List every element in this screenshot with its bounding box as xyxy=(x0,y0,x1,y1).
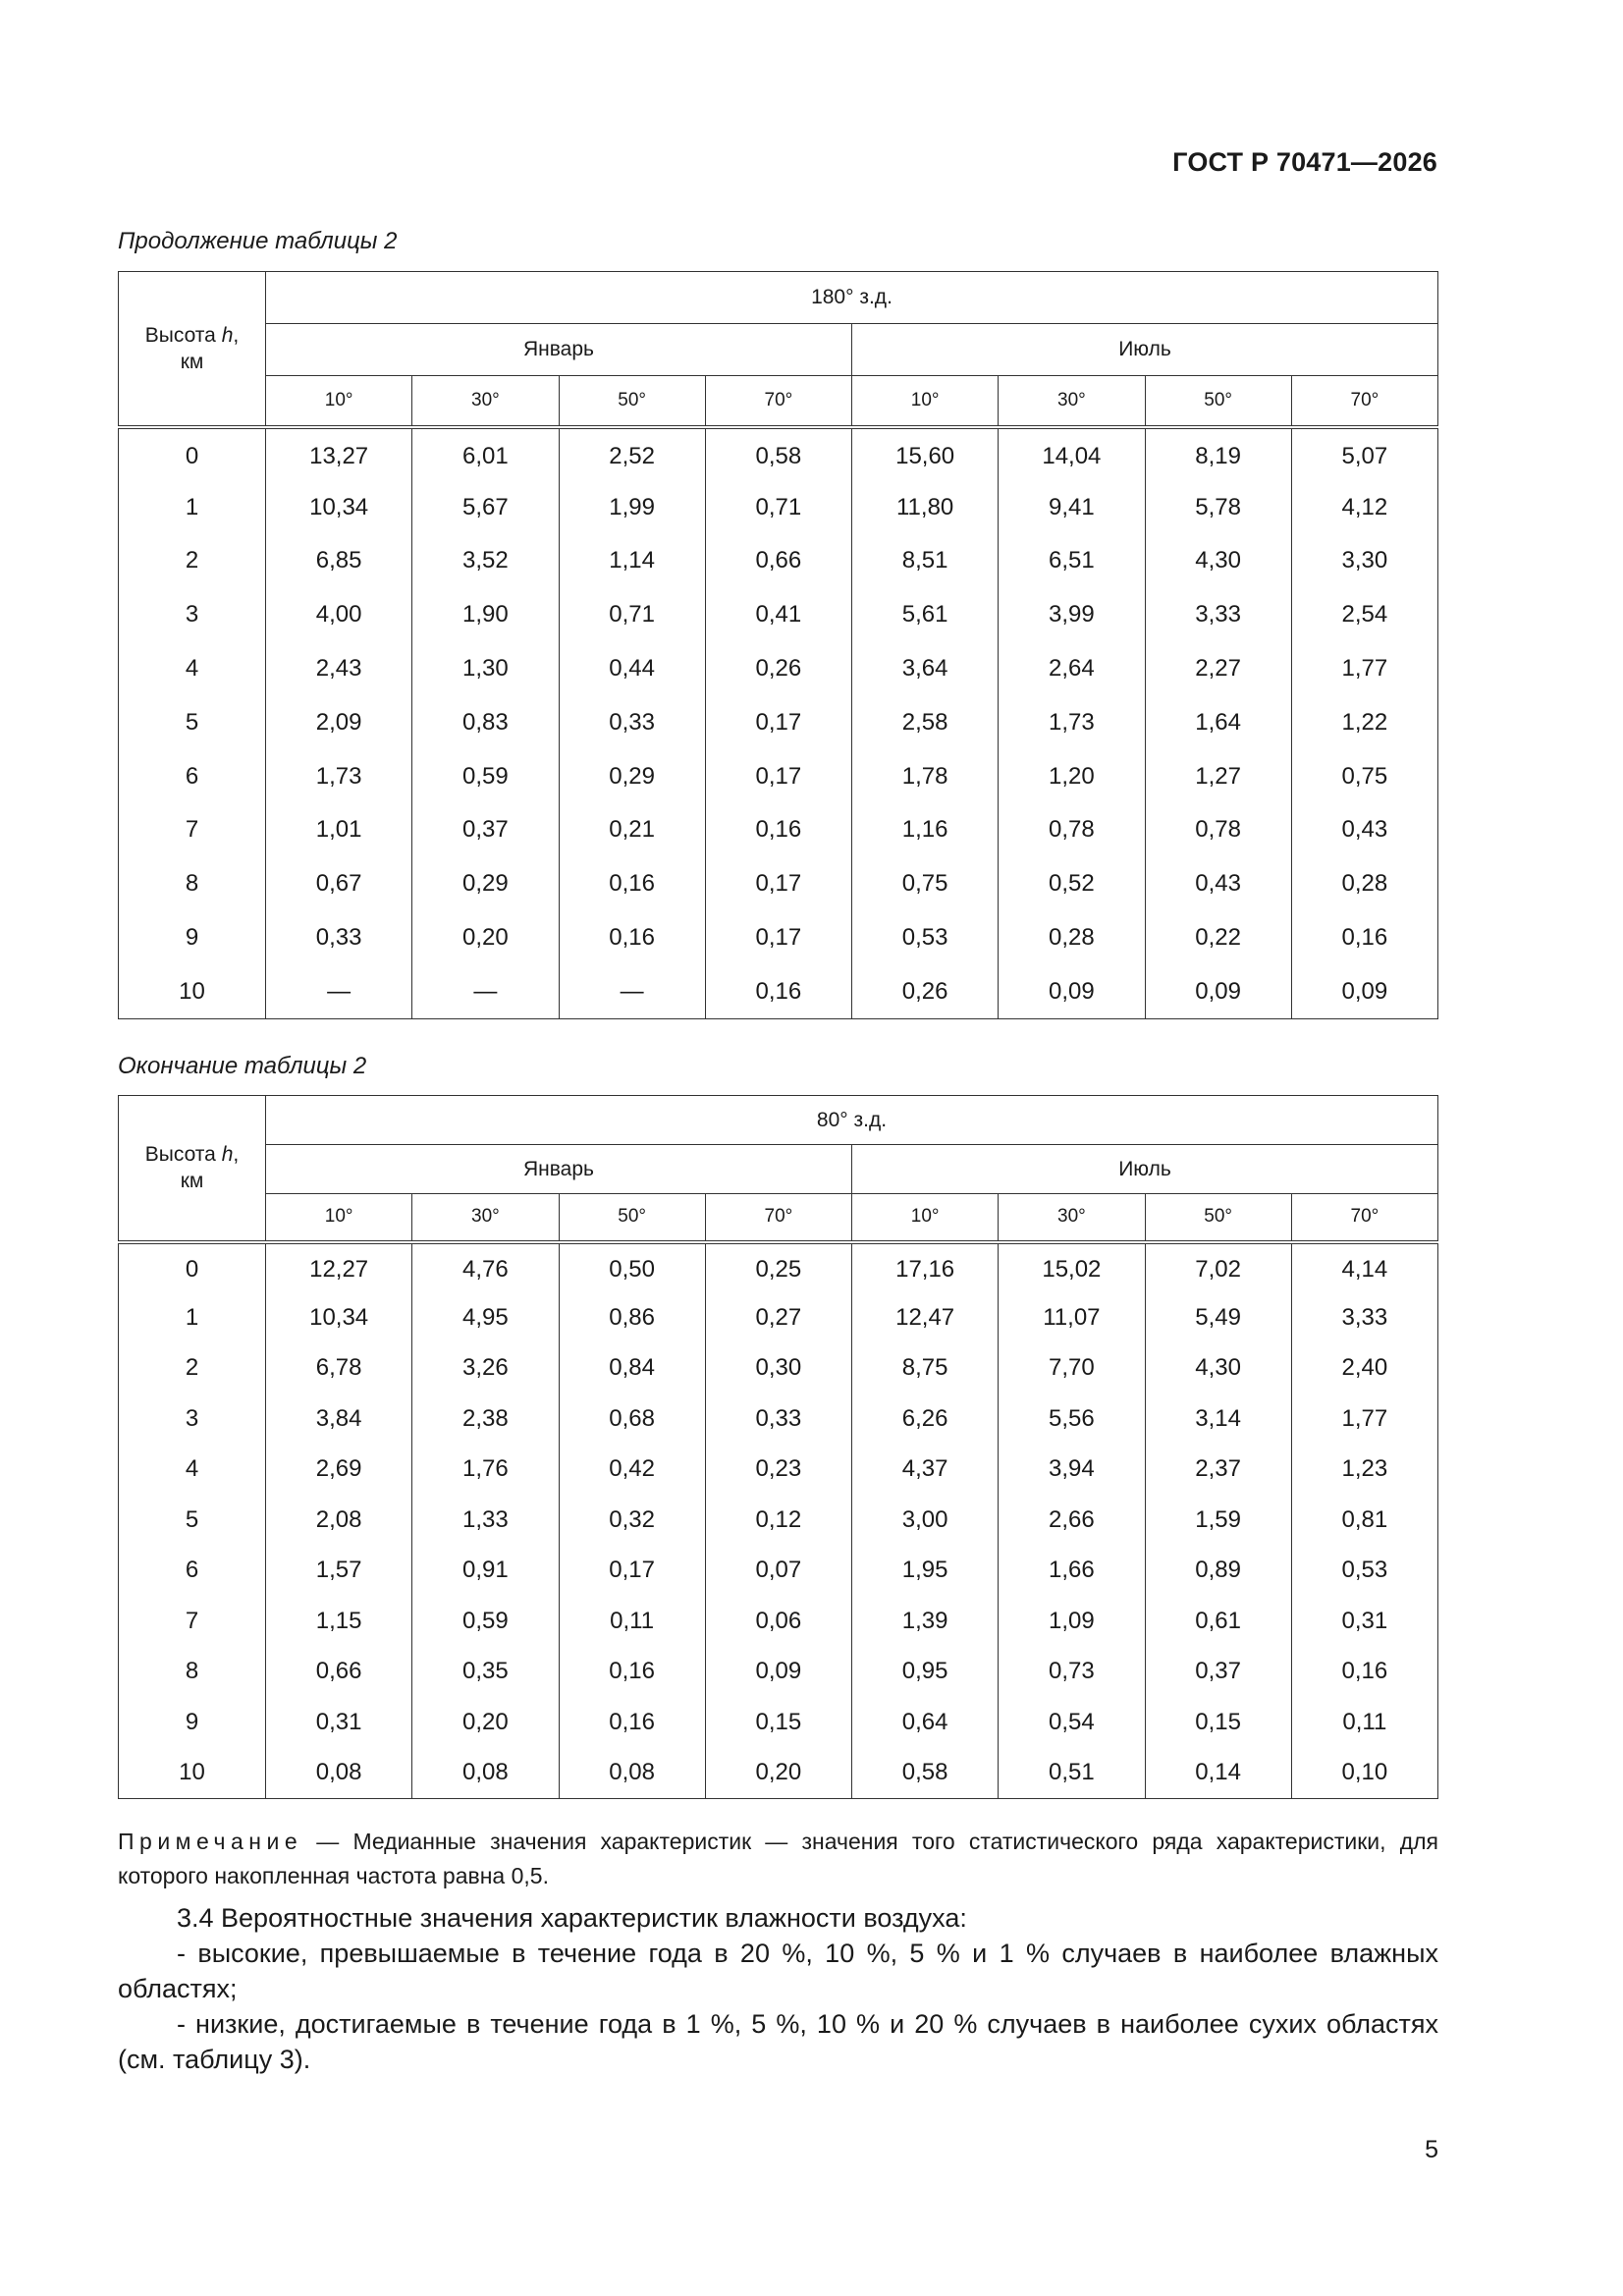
value-cell: 0,26 xyxy=(852,964,999,1018)
value-cell: 0,83 xyxy=(412,695,559,749)
value-cell: 4,37 xyxy=(852,1445,999,1496)
value-cell: 5,49 xyxy=(1145,1292,1291,1343)
month-header-july: Июль xyxy=(852,1145,1438,1194)
value-cell: 0,11 xyxy=(1291,1697,1437,1748)
table-row xyxy=(119,857,1438,911)
value-cell: 0,43 xyxy=(1291,803,1437,857)
height-label: Высота h, xyxy=(144,1143,240,1167)
value-cell: 2,09 xyxy=(266,695,412,749)
value-cell: 0,29 xyxy=(559,749,705,803)
value-cell: 0,29 xyxy=(412,857,559,911)
value-cell: 0,27 xyxy=(705,1292,851,1343)
value-cell: 0,33 xyxy=(559,695,705,749)
value-cell: 0,25 xyxy=(705,1242,851,1293)
value-cell: 3,14 xyxy=(1145,1394,1291,1445)
value-cell: 3,52 xyxy=(412,534,559,588)
data-table-2 xyxy=(118,1095,1438,1799)
value-cell: 0,17 xyxy=(705,749,851,803)
value-cell: 11,07 xyxy=(999,1292,1145,1343)
value-cell: 4,12 xyxy=(1291,480,1437,534)
value-cell: 0,35 xyxy=(412,1647,559,1698)
value-cell: 8,75 xyxy=(852,1343,999,1394)
table-row xyxy=(119,1748,1438,1799)
value-cell: 0,15 xyxy=(1145,1697,1291,1748)
height-unit: км xyxy=(180,350,204,373)
value-cell: 1,27 xyxy=(1145,749,1291,803)
height-cell: 6 xyxy=(119,1546,266,1597)
value-cell: 15,02 xyxy=(999,1242,1145,1293)
height-cell: 7 xyxy=(119,803,266,857)
value-cell: 4,95 xyxy=(412,1292,559,1343)
value-cell: 0,37 xyxy=(1145,1647,1291,1698)
height-cell: 10 xyxy=(119,1748,266,1799)
value-cell: 3,33 xyxy=(1145,588,1291,642)
value-cell: 0,41 xyxy=(705,588,851,642)
section-3-4 xyxy=(118,1900,1438,2077)
value-cell: 1,01 xyxy=(266,803,412,857)
value-cell: 2,69 xyxy=(266,1445,412,1496)
value-cell: 0,16 xyxy=(705,964,851,1018)
value-cell: 0,17 xyxy=(559,1546,705,1597)
latitude-header: 10° xyxy=(852,1194,999,1242)
height-cell: 1 xyxy=(119,480,266,534)
value-cell: 0,58 xyxy=(852,1748,999,1799)
value-cell: 1,73 xyxy=(999,695,1145,749)
value-cell: 0,22 xyxy=(1145,911,1291,965)
value-cell: 6,26 xyxy=(852,1394,999,1445)
table-body xyxy=(119,427,1438,1019)
value-cell: 0,10 xyxy=(1291,1748,1437,1799)
value-cell: 0,16 xyxy=(559,1697,705,1748)
height-cell: 0 xyxy=(119,1242,266,1293)
value-cell: 1,57 xyxy=(266,1546,412,1597)
height-cell: 9 xyxy=(119,1697,266,1748)
latitude-header: 30° xyxy=(999,376,1145,427)
paragraph-high-values: - высокие, превышаемые в течение года в 20 %, 10 %, 5 % и 1 % случаев в наиболее влажных областях; xyxy=(118,1939,1438,2003)
value-cell: 12,27 xyxy=(266,1242,412,1293)
value-cell: 5,67 xyxy=(412,480,559,534)
latitude-header: 70° xyxy=(705,376,851,427)
value-cell: 2,43 xyxy=(266,642,412,696)
table-row xyxy=(119,588,1438,642)
value-cell: 0,59 xyxy=(412,749,559,803)
table-row xyxy=(119,803,1438,857)
height-cell: 9 xyxy=(119,911,266,965)
table-note xyxy=(118,1825,1438,1893)
value-cell: 0,33 xyxy=(705,1394,851,1445)
paragraph-low-values: - низкие, достигаемые в течение года в 1 %, 5 %, 10 % и 20 % случаев в наиболее сухих областях (см. таблицу 3). xyxy=(118,2009,1438,2074)
value-cell: 0,31 xyxy=(266,1697,412,1748)
value-cell: 0,54 xyxy=(999,1697,1145,1748)
region-header: 180° з.д. xyxy=(266,272,1438,324)
value-cell: 1,78 xyxy=(852,749,999,803)
height-cell: 0 xyxy=(119,427,266,481)
value-cell: 0,52 xyxy=(999,857,1145,911)
value-cell: 0,64 xyxy=(852,1697,999,1748)
value-cell: 0,23 xyxy=(705,1445,851,1496)
latitude-header: 70° xyxy=(1291,1194,1437,1242)
value-cell: 2,58 xyxy=(852,695,999,749)
table-row xyxy=(119,1596,1438,1647)
value-cell: 0,53 xyxy=(1291,1546,1437,1597)
value-cell: 0,09 xyxy=(705,1647,851,1698)
value-cell: 0,66 xyxy=(266,1647,412,1698)
height-unit: км xyxy=(180,1170,204,1193)
note-label: Примечание xyxy=(118,1829,303,1854)
value-cell: 1,95 xyxy=(852,1546,999,1597)
value-cell: 6,85 xyxy=(266,534,412,588)
value-cell: 2,37 xyxy=(1145,1445,1291,1496)
table-row xyxy=(119,480,1438,534)
value-cell: 3,64 xyxy=(852,642,999,696)
latitude-header: 30° xyxy=(412,1194,559,1242)
value-cell: 17,16 xyxy=(852,1242,999,1293)
value-cell: 1,90 xyxy=(412,588,559,642)
value-cell: 0,75 xyxy=(852,857,999,911)
value-cell: 7,70 xyxy=(999,1343,1145,1394)
value-cell: 0,61 xyxy=(1145,1596,1291,1647)
value-cell: 8,19 xyxy=(1145,427,1291,481)
table-row xyxy=(119,1242,1438,1293)
value-cell: 0,16 xyxy=(559,1647,705,1698)
value-cell: 10,34 xyxy=(266,1292,412,1343)
value-cell: 1,20 xyxy=(999,749,1145,803)
value-cell: 0,59 xyxy=(412,1596,559,1647)
value-cell: 0,84 xyxy=(559,1343,705,1394)
value-cell: 0,14 xyxy=(1145,1748,1291,1799)
value-cell: 0,95 xyxy=(852,1647,999,1698)
value-cell: 2,64 xyxy=(999,642,1145,696)
table-row xyxy=(119,964,1438,1018)
latitude-header: 70° xyxy=(705,1194,851,1242)
value-cell: 0,16 xyxy=(1291,911,1437,965)
table-row xyxy=(119,911,1438,965)
value-cell: 3,00 xyxy=(852,1495,999,1546)
value-cell: 0,44 xyxy=(559,642,705,696)
value-cell: 1,33 xyxy=(412,1495,559,1546)
value-cell: 0,15 xyxy=(705,1697,851,1748)
value-cell: 3,94 xyxy=(999,1445,1145,1496)
table-row xyxy=(119,1546,1438,1597)
height-cell: 8 xyxy=(119,1647,266,1698)
value-cell: 0,75 xyxy=(1291,749,1437,803)
value-cell: 1,09 xyxy=(999,1596,1145,1647)
value-cell: 0,53 xyxy=(852,911,999,965)
value-cell: 1,23 xyxy=(1291,1445,1437,1496)
table-row xyxy=(119,642,1438,696)
height-cell: 6 xyxy=(119,749,266,803)
value-cell: 0,78 xyxy=(1145,803,1291,857)
value-cell: 0,30 xyxy=(705,1343,851,1394)
table-row xyxy=(119,1343,1438,1394)
value-cell: 1,76 xyxy=(412,1445,559,1496)
value-cell: 1,59 xyxy=(1145,1495,1291,1546)
value-cell: 4,30 xyxy=(1145,534,1291,588)
latitude-header: 50° xyxy=(559,376,705,427)
value-cell: 0,08 xyxy=(559,1748,705,1799)
latitude-header: 10° xyxy=(852,376,999,427)
value-cell: 2,54 xyxy=(1291,588,1437,642)
height-cell: 2 xyxy=(119,1343,266,1394)
latitude-header: 10° xyxy=(266,1194,412,1242)
table-row xyxy=(119,1445,1438,1496)
table-row xyxy=(119,695,1438,749)
height-cell: 3 xyxy=(119,1394,266,1445)
value-cell: 3,26 xyxy=(412,1343,559,1394)
value-cell: 13,27 xyxy=(266,427,412,481)
height-cell: 3 xyxy=(119,588,266,642)
table-body xyxy=(119,1242,1438,1799)
value-cell: 1,39 xyxy=(852,1596,999,1647)
value-cell: 0,67 xyxy=(266,857,412,911)
value-cell: 5,07 xyxy=(1291,427,1437,481)
paragraph-heading: 3.4 Вероятностные значения характеристик влажности воздуха: xyxy=(177,1903,967,1933)
value-cell: 0,12 xyxy=(705,1495,851,1546)
value-cell: 5,78 xyxy=(1145,480,1291,534)
value-cell: 0,58 xyxy=(705,427,851,481)
height-column-header xyxy=(119,1096,266,1242)
value-cell: 3,84 xyxy=(266,1394,412,1445)
latitude-header-row xyxy=(119,376,1438,427)
height-cell: 5 xyxy=(119,1495,266,1546)
value-cell: 0,32 xyxy=(559,1495,705,1546)
value-cell: 7,02 xyxy=(1145,1242,1291,1293)
latitude-header: 50° xyxy=(1145,376,1291,427)
table-row xyxy=(119,1394,1438,1445)
table-row xyxy=(119,534,1438,588)
latitude-header: 50° xyxy=(1145,1194,1291,1242)
height-cell: 10 xyxy=(119,964,266,1018)
value-cell: 0,08 xyxy=(412,1748,559,1799)
value-cell: 2,38 xyxy=(412,1394,559,1445)
value-cell: 0,16 xyxy=(705,803,851,857)
height-cell: 5 xyxy=(119,695,266,749)
table-row xyxy=(119,427,1438,481)
value-cell: 2,40 xyxy=(1291,1343,1437,1394)
table-row xyxy=(119,1495,1438,1546)
value-cell: 14,04 xyxy=(999,427,1145,481)
value-cell: 0,89 xyxy=(1145,1546,1291,1597)
value-cell: 15,60 xyxy=(852,427,999,481)
value-cell: 1,73 xyxy=(266,749,412,803)
value-cell: — xyxy=(412,964,559,1018)
value-cell: 0,28 xyxy=(1291,857,1437,911)
latitude-header: 10° xyxy=(266,376,412,427)
table-row xyxy=(119,749,1438,803)
value-cell: 2,08 xyxy=(266,1495,412,1546)
value-cell: 1,64 xyxy=(1145,695,1291,749)
value-cell: 1,66 xyxy=(999,1546,1145,1597)
latitude-header: 50° xyxy=(559,1194,705,1242)
value-cell: 0,50 xyxy=(559,1242,705,1293)
value-cell: 0,09 xyxy=(999,964,1145,1018)
value-cell: 12,47 xyxy=(852,1292,999,1343)
region-header: 80° з.д. xyxy=(266,1096,1438,1145)
value-cell: 1,77 xyxy=(1291,642,1437,696)
value-cell: 0,09 xyxy=(1145,964,1291,1018)
height-cell: 4 xyxy=(119,642,266,696)
value-cell: 1,99 xyxy=(559,480,705,534)
value-cell: 0,37 xyxy=(412,803,559,857)
value-cell: 0,08 xyxy=(266,1748,412,1799)
value-cell: 0,17 xyxy=(705,695,851,749)
value-cell: 0,42 xyxy=(559,1445,705,1496)
value-cell: 0,33 xyxy=(266,911,412,965)
month-header-july: Июль xyxy=(852,324,1438,376)
value-cell: 6,01 xyxy=(412,427,559,481)
value-cell: 1,15 xyxy=(266,1596,412,1647)
value-cell: 3,33 xyxy=(1291,1292,1437,1343)
value-cell: 0,07 xyxy=(705,1546,851,1597)
value-cell: 0,11 xyxy=(559,1596,705,1647)
value-cell: 0,20 xyxy=(705,1748,851,1799)
value-cell: 5,56 xyxy=(999,1394,1145,1445)
value-cell: 0,26 xyxy=(705,642,851,696)
height-column-header xyxy=(119,272,266,427)
month-header-january: Январь xyxy=(266,1145,852,1194)
latitude-header: 30° xyxy=(999,1194,1145,1242)
value-cell: 4,30 xyxy=(1145,1343,1291,1394)
value-cell: 1,14 xyxy=(559,534,705,588)
value-cell: 0,78 xyxy=(999,803,1145,857)
latitude-header-row xyxy=(119,1194,1438,1242)
value-cell: 4,00 xyxy=(266,588,412,642)
value-cell: 2,66 xyxy=(999,1495,1145,1546)
value-cell: 2,27 xyxy=(1145,642,1291,696)
table-1-caption: Продолжение таблицы 2 xyxy=(118,228,398,254)
value-cell: 5,61 xyxy=(852,588,999,642)
value-cell: 1,77 xyxy=(1291,1394,1437,1445)
value-cell: 0,28 xyxy=(999,911,1145,965)
value-cell: 0,51 xyxy=(999,1748,1145,1799)
value-cell: 0,20 xyxy=(412,1697,559,1748)
value-cell: 8,51 xyxy=(852,534,999,588)
value-cell: 0,31 xyxy=(1291,1596,1437,1647)
height-label: Высота h, xyxy=(144,323,240,347)
value-cell: — xyxy=(559,964,705,1018)
month-header-january: Январь xyxy=(266,324,852,376)
height-cell: 2 xyxy=(119,534,266,588)
value-cell: 0,43 xyxy=(1145,857,1291,911)
value-cell: 0,68 xyxy=(559,1394,705,1445)
value-cell: 0,71 xyxy=(705,480,851,534)
table-2-caption: Окончание таблицы 2 xyxy=(118,1053,367,1079)
document-code: ГОСТ Р 70471—2026 xyxy=(1172,147,1437,177)
value-cell: 0,20 xyxy=(412,911,559,965)
value-cell: 1,22 xyxy=(1291,695,1437,749)
value-cell: 0,66 xyxy=(705,534,851,588)
value-cell: 0,71 xyxy=(559,588,705,642)
value-cell: 0,16 xyxy=(1291,1647,1437,1698)
note-text: — Медианные значения характеристик — значения того статистического ряда характеристики, для которого накопленная частота равна 0,5. xyxy=(118,1829,1438,1888)
table-row xyxy=(119,1697,1438,1748)
value-cell: 4,14 xyxy=(1291,1242,1437,1293)
value-cell: 3,30 xyxy=(1291,534,1437,588)
value-cell: 0,73 xyxy=(999,1647,1145,1698)
value-cell: — xyxy=(266,964,412,1018)
height-cell: 7 xyxy=(119,1596,266,1647)
latitude-header: 30° xyxy=(412,376,559,427)
value-cell: 0,91 xyxy=(412,1546,559,1597)
latitude-header: 70° xyxy=(1291,376,1437,427)
value-cell: 4,76 xyxy=(412,1242,559,1293)
value-cell: 9,41 xyxy=(999,480,1145,534)
table-row xyxy=(119,1292,1438,1343)
value-cell: 0,16 xyxy=(559,857,705,911)
height-cell: 1 xyxy=(119,1292,266,1343)
value-cell: 2,52 xyxy=(559,427,705,481)
value-cell: 1,16 xyxy=(852,803,999,857)
value-cell: 6,78 xyxy=(266,1343,412,1394)
value-cell: 1,30 xyxy=(412,642,559,696)
value-cell: 0,17 xyxy=(705,911,851,965)
data-table-1 xyxy=(118,271,1438,1019)
value-cell: 0,81 xyxy=(1291,1495,1437,1546)
value-cell: 0,17 xyxy=(705,857,851,911)
height-cell: 4 xyxy=(119,1445,266,1496)
value-cell: 0,16 xyxy=(559,911,705,965)
value-cell: 0,09 xyxy=(1291,964,1437,1018)
height-cell: 8 xyxy=(119,857,266,911)
value-cell: 3,99 xyxy=(999,588,1145,642)
value-cell: 0,86 xyxy=(559,1292,705,1343)
value-cell: 0,06 xyxy=(705,1596,851,1647)
table-row xyxy=(119,1647,1438,1698)
value-cell: 11,80 xyxy=(852,480,999,534)
value-cell: 10,34 xyxy=(266,480,412,534)
page-number: 5 xyxy=(1425,2136,1438,2163)
value-cell: 0,21 xyxy=(559,803,705,857)
value-cell: 6,51 xyxy=(999,534,1145,588)
